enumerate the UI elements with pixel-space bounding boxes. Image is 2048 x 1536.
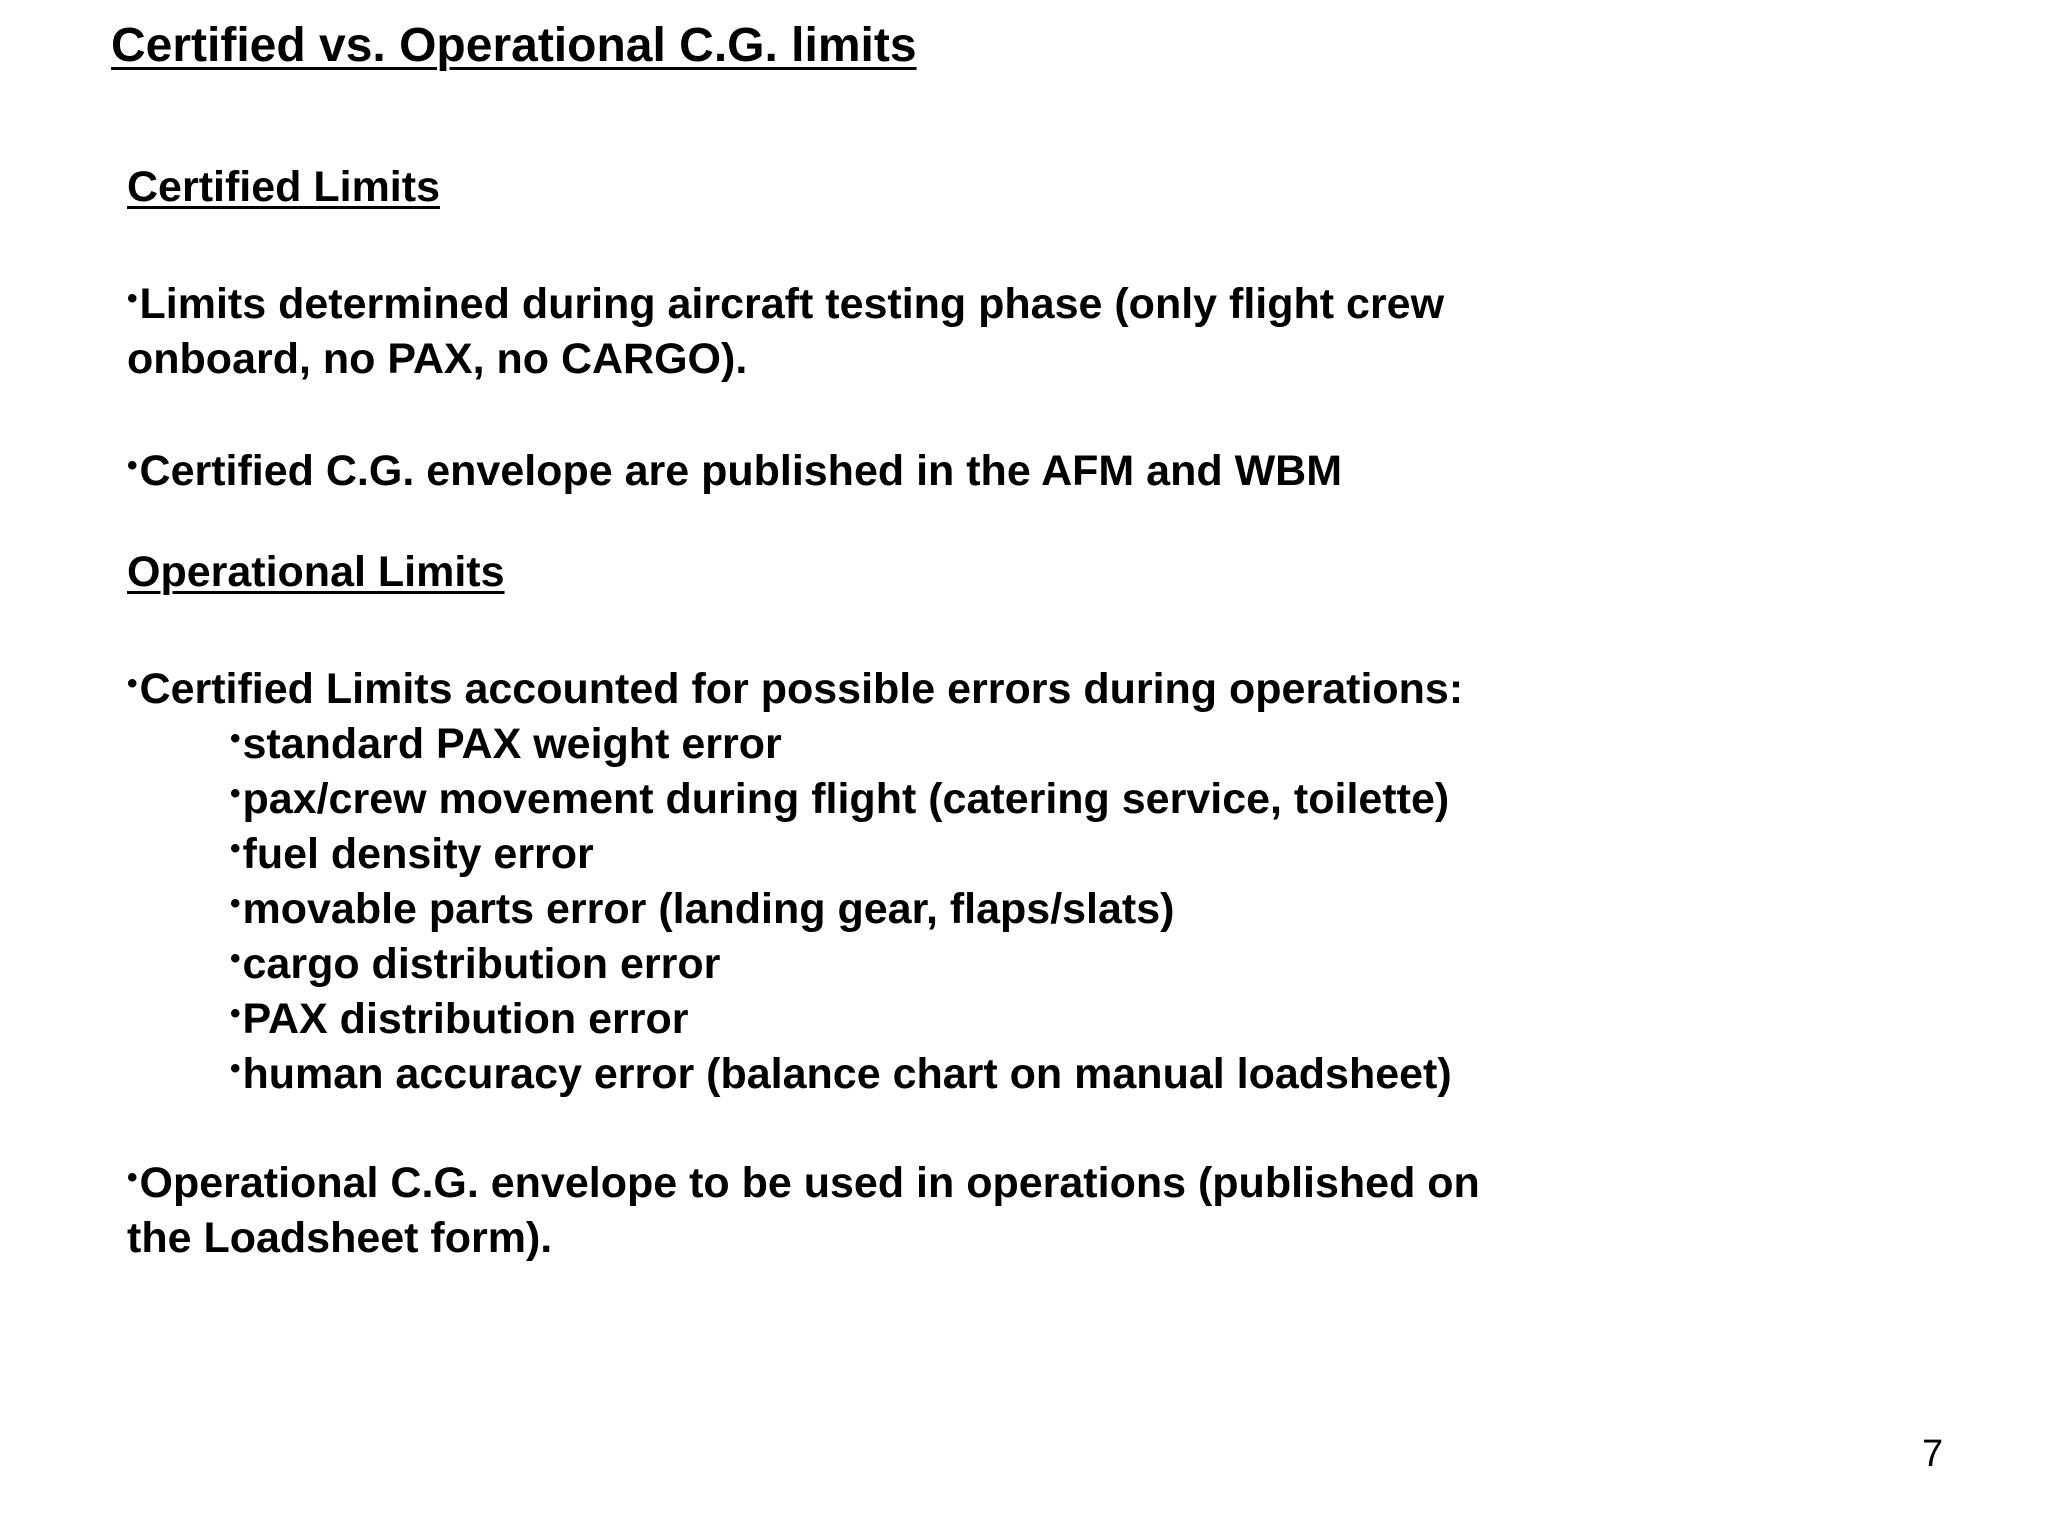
- bullet-icon: •: [127, 449, 138, 482]
- list-item-text: movable parts error (landing gear, flaps/slats): [242, 885, 1175, 933]
- operational-limits-heading: Operational Limits: [127, 548, 505, 596]
- bullet-icon: •: [230, 722, 241, 755]
- bullet-icon: •: [230, 887, 241, 920]
- bullet-icon: •: [230, 777, 241, 810]
- list-item: [230, 766, 1452, 821]
- list-item-text: standard PAX weight error: [242, 720, 782, 768]
- list-item: [230, 931, 1452, 986]
- slide-title: Certified vs. Operational C.G. limits: [111, 19, 917, 72]
- list-item-text: human accuracy error (balance chart on manual loadsheet): [242, 1050, 1452, 1098]
- bullet-icon: •: [230, 942, 241, 975]
- operational-bullet-intro: [127, 656, 1463, 717]
- bullet-icon: •: [127, 1161, 138, 1194]
- certified-bullet-envelope: [127, 438, 1342, 499]
- list-item-text: cargo distribution error: [242, 940, 721, 988]
- bullet-icon: •: [230, 1052, 241, 1085]
- list-item: [230, 821, 1452, 876]
- list-item-text: fuel density error: [242, 830, 594, 878]
- bullet-icon: •: [127, 667, 138, 700]
- list-item: [230, 876, 1452, 931]
- page-number: 7: [1922, 1433, 1944, 1475]
- list-item-text: pax/crew movement during flight (catering service, toilette): [242, 775, 1450, 823]
- certified-bullet-testing-phase: [127, 271, 1444, 387]
- bullet-icon: •: [127, 282, 138, 315]
- bullet-text-line: Operational C.G. envelope to be used in operations (published on: [139, 1159, 1480, 1207]
- error-sources-list: [230, 711, 1452, 1096]
- bullet-text-line: Certified Limits accounted for possible errors during operations:: [139, 665, 1464, 713]
- list-item: [230, 1041, 1452, 1096]
- list-item: [230, 711, 1452, 766]
- certified-limits-heading: Certified Limits: [127, 163, 440, 211]
- bullet-icon: •: [230, 832, 241, 865]
- bullet-text-line: onboard, no PAX, no CARGO).: [127, 335, 748, 383]
- list-item: [230, 986, 1452, 1041]
- operational-bullet-envelope: [127, 1150, 1480, 1266]
- list-item-text: PAX distribution error: [242, 995, 689, 1043]
- bullet-icon: •: [230, 997, 241, 1030]
- bullet-text-line: Limits determined during aircraft testing phase (only flight crew: [139, 280, 1445, 328]
- bullet-text-line: Certified C.G. envelope are published in the AFM and WBM: [139, 447, 1343, 495]
- bullet-text-line: the Loadsheet form).: [127, 1214, 553, 1262]
